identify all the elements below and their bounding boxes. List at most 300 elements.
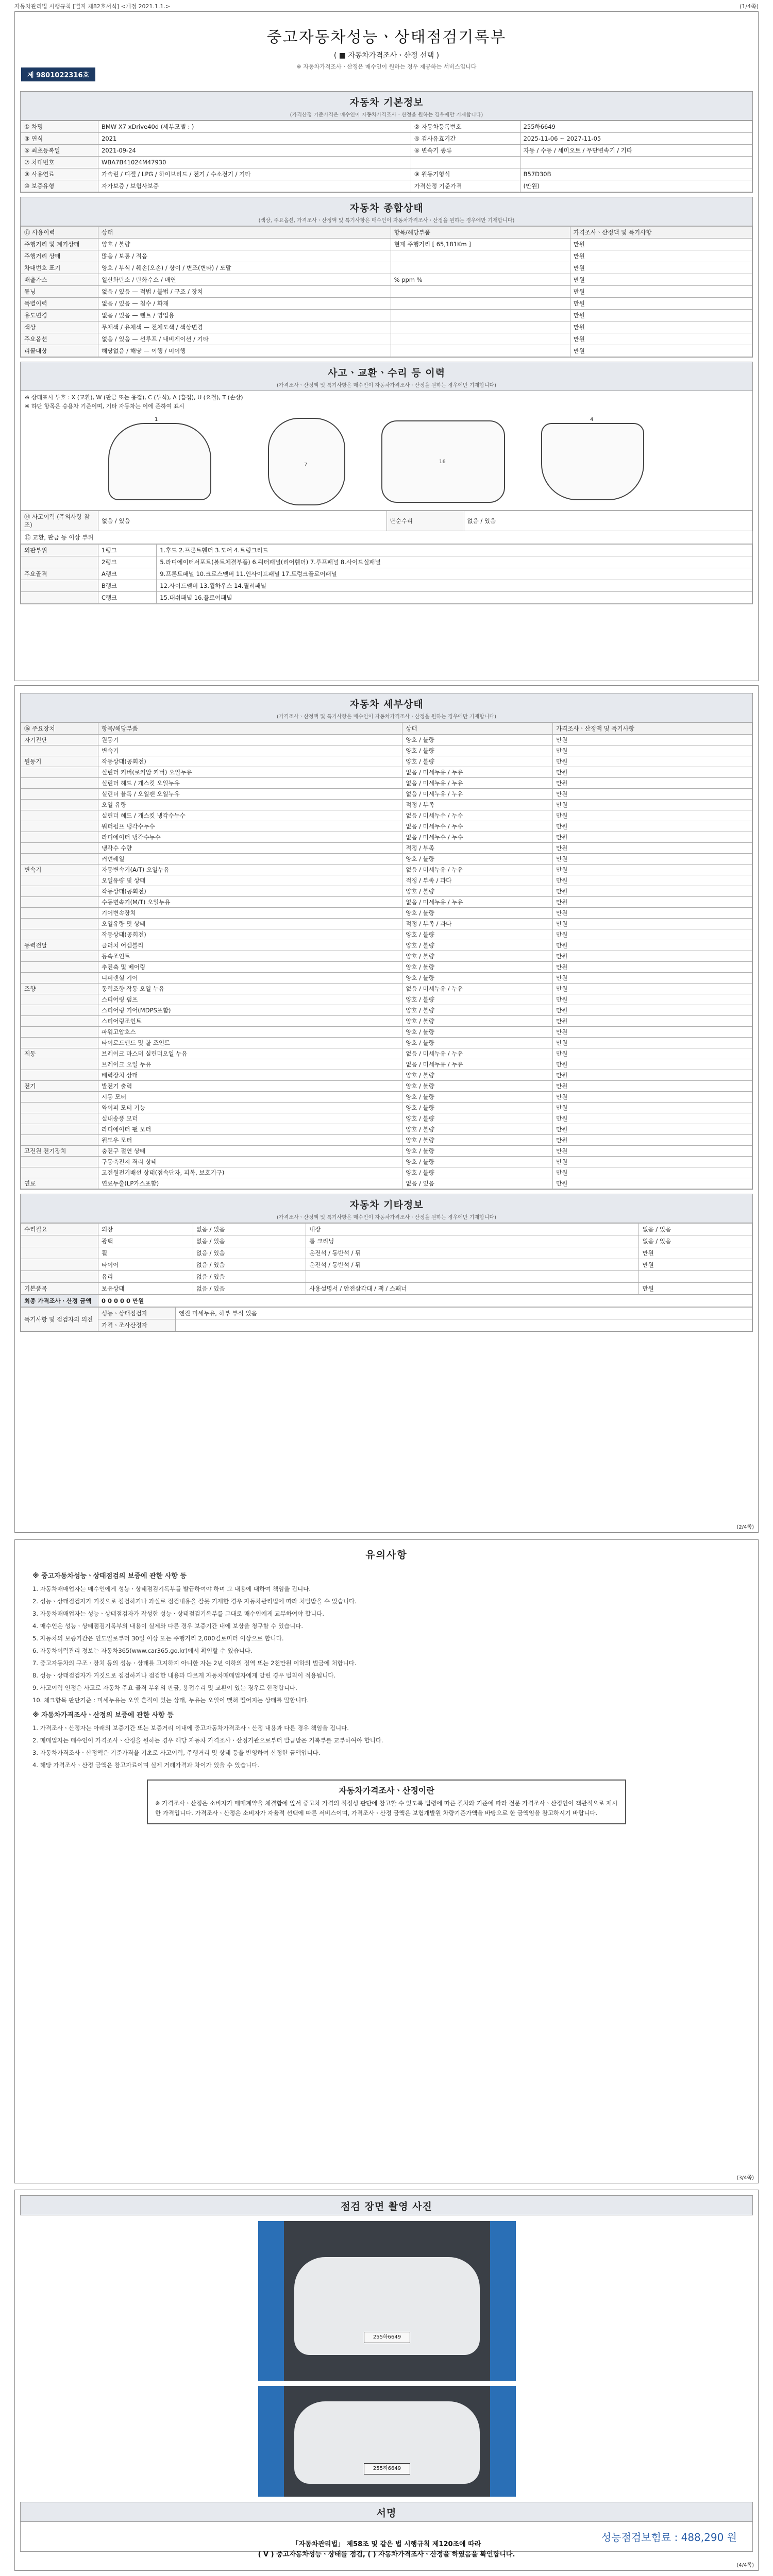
table-cell: 커먼레일 — [98, 854, 402, 865]
table-cell: 외장 — [98, 1224, 193, 1235]
table-row — [21, 1308, 752, 1319]
table-cell: 양호 / 불량 — [98, 239, 391, 250]
table-cell: 만원 — [553, 800, 752, 810]
table-cell: 특별이력 — [21, 298, 98, 310]
table-row — [21, 168, 752, 180]
table-row — [21, 1048, 752, 1059]
table-cell — [391, 286, 570, 298]
table-cell — [391, 250, 570, 262]
front-photo — [258, 2221, 516, 2381]
car-rear-view — [541, 423, 644, 500]
table-cell: WBA7B41024M47930 — [98, 157, 411, 168]
table-row — [21, 1070, 752, 1081]
table-cell: 운전석 / 동반석 / 뒤 — [306, 1259, 639, 1271]
table-cell: ⑥ 변속기 종류 — [411, 145, 520, 157]
table-cell: 만원 — [553, 1059, 752, 1070]
column-header: 상태 — [98, 227, 391, 239]
column-header: 항목/해당부품 — [98, 723, 402, 735]
price-info-box — [147, 1780, 626, 1824]
table-cell: A랭크 — [98, 568, 157, 580]
detail-title: 자동차 세부상태 — [349, 699, 424, 710]
table-cell — [391, 310, 570, 321]
table-cell: 양호 / 불량 — [402, 1070, 553, 1081]
table-cell: 주요옵션 — [21, 333, 98, 345]
table-row — [21, 1319, 752, 1331]
detail-table — [21, 722, 752, 1189]
table-cell: 자기진단 — [21, 735, 98, 745]
table-cell: B랭크 — [98, 580, 157, 592]
table-cell: 워터펌프 냉각수누수 — [98, 821, 402, 832]
table-row — [21, 940, 752, 951]
table-cell: 오일유량 및 상태 — [98, 919, 402, 929]
note-item: 9. 사고이력 인정은 사고로 자동차 주요 골격 부위의 판금, 용접수리 및 교환이 있는 경우로 한정합니다. — [32, 1684, 297, 1691]
table-row — [21, 250, 752, 262]
table-cell: 특기사항 및 점검자의 의견 — [21, 1308, 98, 1331]
table-cell: 냉각수 수량 — [98, 843, 402, 854]
table-cell: 없음 / 있음 — [193, 1283, 306, 1295]
table-cell: 원동기 — [98, 735, 402, 745]
table-row — [21, 778, 752, 789]
table-cell — [21, 1016, 98, 1027]
table-cell: 고전원전기배선 상태(접속단자, 피복, 보호기구) — [98, 1167, 402, 1178]
panel-number: 4 — [590, 417, 594, 422]
table-row — [21, 1235, 752, 1247]
table-row — [21, 1157, 752, 1167]
table-cell: 가격ㆍ조사산정자 — [98, 1319, 176, 1331]
table-cell: 15.대쉬패널 16.플로어패널 — [157, 592, 752, 604]
table-cell: 양호 / 불량 — [402, 735, 553, 745]
table-row — [21, 789, 752, 800]
table-row — [21, 568, 752, 580]
table-cell: 만원 — [553, 821, 752, 832]
table-cell: 양호 / 불량 — [402, 994, 553, 1005]
table-row — [21, 580, 752, 592]
table-cell: 만원 — [553, 854, 752, 865]
table-cell: 자동 / 수동 / 세미오토 / 무단변속기 / 기타 — [520, 145, 752, 157]
table-row — [21, 984, 752, 994]
table-cell: 실린더 블록 / 오일팬 오일누유 — [98, 789, 402, 800]
table-cell: 만원 — [570, 345, 752, 357]
table-cell: 12.사이드멤버 13.휠하우스 14.필러패널 — [157, 580, 752, 592]
rear-plate: 255하6649 — [364, 2463, 410, 2475]
table-row — [21, 1146, 752, 1157]
table-cell: 양호 / 불량 — [402, 929, 553, 940]
note-item: 8. 성능ㆍ상태점검자가 거짓으로 점검하거나 점검한 내용과 다르게 자동차매매업자에게 알린 경우 벌칙이 적용됩니다. — [32, 1672, 336, 1679]
table-cell: 만원 — [570, 286, 752, 298]
table-cell — [391, 333, 570, 345]
table-cell: 자동변속기(A/T) 오일누유 — [98, 865, 402, 875]
table-cell: 없음 / 있음 — 렌트 / 영업용 — [98, 310, 391, 321]
table-row — [21, 1271, 752, 1283]
table-cell: 없음 / 있음 — 선루프 / 내비게이션 / 기타 — [98, 333, 391, 345]
table-row — [21, 865, 752, 875]
table-cell: 배출가스 — [21, 274, 98, 286]
column-header: 항목/해당부품 — [391, 227, 570, 239]
table-cell: 만원 — [553, 1135, 752, 1146]
table-cell: 없음 / 있음 — [193, 1259, 306, 1271]
table-cell — [391, 298, 570, 310]
table-cell: 양호 / 불량 — [402, 1005, 553, 1016]
table-cell: 내장 — [306, 1224, 639, 1235]
table-cell: 튜닝 — [21, 286, 98, 298]
table-cell — [21, 810, 98, 821]
page-number: (3/4쪽) — [736, 2175, 754, 2181]
table-cell — [21, 789, 98, 800]
table-row — [21, 1027, 752, 1038]
table-cell: 타이어 — [98, 1259, 193, 1271]
final-label: 최종 가격조사ㆍ산정 금액 — [21, 1295, 98, 1307]
table-row — [21, 1283, 752, 1295]
table-row — [21, 262, 752, 274]
table-cell: 클러치 어셈블리 — [98, 940, 402, 951]
table-cell: 1랭크 — [98, 545, 157, 556]
table-cell — [176, 1319, 752, 1331]
table-cell — [391, 345, 570, 357]
table-cell: 만원 — [639, 1247, 752, 1259]
table-cell: 만원 — [553, 745, 752, 756]
table-cell: 만원 — [553, 778, 752, 789]
table-cell: ⑭ 사고이력 (주의사항 참조) — [21, 511, 98, 531]
table-row — [21, 843, 752, 854]
document-subtitle: ( ■ 자동차가격조사ㆍ산정 선택 ) — [333, 52, 440, 60]
table-cell: 적정 / 부족 / 과다 — [402, 875, 553, 886]
rear-photo — [258, 2386, 516, 2497]
rank-table — [21, 544, 752, 604]
overall-status-title: 자동차 종합상태 — [349, 202, 424, 214]
table-cell: ① 차명 — [21, 121, 98, 133]
table-cell — [21, 929, 98, 940]
table-cell — [21, 1070, 98, 1081]
table-cell: ⑤ 최초등록일 — [21, 145, 98, 157]
table-row — [21, 832, 752, 843]
table-cell: 만원 — [553, 1178, 752, 1189]
table-cell: 없음 / 미세누수 / 누수 — [402, 832, 553, 843]
table-row — [21, 929, 752, 940]
table-cell — [21, 821, 98, 832]
table-cell: 충전구 절연 상태 — [98, 1146, 402, 1157]
table-cell: 만원 — [570, 321, 752, 333]
table-cell: 실린더 헤드 / 개스킷 오일누유 — [98, 778, 402, 789]
table-cell: 없음 / 미세누유 / 누유 — [402, 897, 553, 908]
table-cell — [21, 556, 98, 568]
note-item: 4. 해당 가격조사ㆍ산정 금액은 참고자료이며 실제 거래가격과 차이가 있을 수 있습니다. — [32, 1761, 259, 1769]
basic-info-title: 자동차 기본정보 — [349, 97, 424, 108]
notes-title: 유의사항 — [365, 1549, 408, 1561]
table-cell: 양호 / 불량 — [402, 1081, 553, 1092]
table-cell: 만원 — [553, 756, 752, 767]
photos-title: 점검 장면 촬영 사진 — [341, 2201, 432, 2212]
note-item: 3. 자동차매매업자는 성능ㆍ상태점검자가 작성한 성능ㆍ상태점검기록부를 그대로 매수인에게 교부하여야 합니다. — [32, 1610, 324, 1617]
table-row — [21, 556, 752, 568]
table-cell: 작동상태(공회전) — [98, 929, 402, 940]
table-cell: 양호 / 불량 — [402, 940, 553, 951]
form-reference: 자동차관리법 시행규칙 [별지 제82호서식] <개정 2021.1.1.> — [14, 3, 171, 10]
table-cell: 외판부위 — [21, 545, 98, 556]
table-row — [21, 1224, 752, 1235]
notes-heading-1: ※ 중고자동차성능ㆍ상태점검의 보증에 관한 사항 등 — [32, 1572, 187, 1580]
accident-title: 사고ㆍ교환ㆍ수리 등 이력 — [327, 367, 446, 379]
table-cell: 만원 — [553, 908, 752, 919]
table-cell — [21, 1038, 98, 1048]
table-cell — [411, 157, 520, 168]
table-row — [21, 180, 752, 192]
table-cell: 만원 — [553, 929, 752, 940]
notes-body — [15, 1571, 758, 1770]
table-row — [21, 973, 752, 984]
table-cell: 실린더 커버(로커암 커버) 오일누유 — [98, 767, 402, 778]
table-cell: 많음 / 보통 / 적음 — [98, 250, 391, 262]
table-row — [21, 897, 752, 908]
table-cell: 양호 / 불량 — [402, 886, 553, 897]
table-cell: ③ 연식 — [21, 133, 98, 145]
table-cell: 만원 — [570, 239, 752, 250]
table-cell: 만원 — [553, 767, 752, 778]
table-cell: ⑩ 보증유형 — [21, 180, 98, 192]
note-item: 1. 자동차매매업자는 매수인에게 성능ㆍ상태점검기록부를 발급하여야 하며 그 내용에 대하여 책임을 집니다. — [32, 1585, 311, 1592]
panel-number: 1 — [155, 417, 158, 422]
table-cell: 발전기 출력 — [98, 1081, 402, 1092]
table-row — [21, 962, 752, 973]
table-cell: 휠 — [98, 1247, 193, 1259]
table-cell: 양호 / 불량 — [402, 854, 553, 865]
table-cell: 기본품목 — [21, 1283, 98, 1295]
table-cell: 만원 — [553, 994, 752, 1005]
note-item: 1. 가격조사ㆍ산정자는 아래의 보증기간 또는 보증거리 이내에 중고자동차가격조사ㆍ산정 내용과 다른 경우 책임을 집니다. — [32, 1724, 349, 1732]
table-cell: 브레이크 오일 누유 — [98, 1059, 402, 1070]
table-cell — [21, 1027, 98, 1038]
table-cell: 양호 / 불량 — [402, 962, 553, 973]
table-cell — [21, 1235, 98, 1247]
table-cell: 만원 — [553, 1070, 752, 1081]
table-cell: 만원 — [553, 1038, 752, 1048]
table-cell — [21, 886, 98, 897]
table-row — [21, 1247, 752, 1259]
table-cell: 2021 — [98, 133, 411, 145]
confirmation-text: 「자동차관리법」 제58조 및 같은 법 시행규칙 제120조에 따라 ( V ) 중고자동차성능ㆍ상태를 점검, ( ) 자동차가격조사ㆍ산정을 하였음을 확인합니다. — [258, 2540, 515, 2558]
table-cell: ② 자동차등록번호 — [411, 121, 520, 133]
table-cell — [21, 1124, 98, 1135]
table-row — [21, 274, 752, 286]
table-cell — [21, 1103, 98, 1113]
table-cell: 없음 / 있음 — 침수 / 화재 — [98, 298, 391, 310]
table-cell: 만원 — [553, 1157, 752, 1167]
table-row — [21, 908, 752, 919]
table-cell: 적정 / 부족 — [402, 843, 553, 854]
table-cell: 만원 — [553, 973, 752, 984]
note-item: 3. 자동차가격조사ㆍ산정액은 기준가격을 기초로 사고이력, 주행거리 및 상태 등을 반영하여 산정한 금액입니다. — [32, 1749, 321, 1756]
table-cell: 만원 — [553, 1005, 752, 1016]
table-cell: 수동변속기(M/T) 오일누유 — [98, 897, 402, 908]
table-cell: 자가보증 / 보험사보증 — [98, 180, 411, 192]
table-cell: ④ 검사유효기간 — [411, 133, 520, 145]
table-cell: 변속기 — [98, 745, 402, 756]
table-cell: 양호 / 불량 — [402, 1146, 553, 1157]
table-cell: 파워고압호스 — [98, 1027, 402, 1038]
table-cell: 만원 — [553, 865, 752, 875]
table-cell: 스티어링조인트 — [98, 1016, 402, 1027]
table-cell: 양호 / 불량 — [402, 951, 553, 962]
table-row — [21, 810, 752, 821]
page-4 — [14, 2190, 759, 2571]
table-cell: 없음 / 있음 — [464, 511, 752, 531]
column-header: 가격조사ㆍ산정액 및 특기사항 — [570, 227, 752, 239]
table-cell — [21, 767, 98, 778]
table-cell — [21, 800, 98, 810]
table-row — [21, 756, 752, 767]
table-cell: 주요골격 — [21, 568, 98, 580]
table-cell: 변속기 — [21, 865, 98, 875]
table-cell: 일산화탄소 / 탄화수소 / 매연 — [98, 274, 391, 286]
table-cell: 255하6649 — [520, 121, 752, 133]
table-cell: 단순수리 — [386, 511, 464, 531]
table-cell — [21, 580, 98, 592]
table-cell: 만원 — [570, 298, 752, 310]
table-cell — [21, 962, 98, 973]
table-cell: 적정 / 부족 / 과다 — [402, 919, 553, 929]
table-row — [21, 919, 752, 929]
table-cell: 2랭크 — [98, 556, 157, 568]
table-cell: C랭크 — [98, 592, 157, 604]
table-cell: 1.후드 2.프론트휀더 3.도어 4.트렁크리드 — [157, 545, 752, 556]
table-cell: 가솔린 / 디젤 / LPG / 하이브리드 / 전기 / 수소전기 / 기타 — [98, 168, 411, 180]
table-cell: 만원 — [553, 1027, 752, 1038]
table-cell: 연료 — [21, 1178, 98, 1189]
table-cell — [520, 157, 752, 168]
table-row — [21, 1081, 752, 1092]
table-cell: 만원 — [639, 1283, 752, 1295]
overall-status-table — [21, 226, 752, 357]
table-cell: 만원 — [553, 1081, 752, 1092]
table-cell: % ppm % — [391, 274, 570, 286]
table-cell: 라디에이터 팬 모터 — [98, 1124, 402, 1135]
table-cell: 없음 / 있음 — [193, 1224, 306, 1235]
table-cell: 주행거리 상태 — [21, 250, 98, 262]
table-cell: 수리필요 — [21, 1224, 98, 1235]
table-cell: 없음 / 미세누유 / 누유 — [402, 865, 553, 875]
table-cell: 양호 / 불량 — [402, 908, 553, 919]
table-cell: 없음 / 미세누유 / 누유 — [402, 778, 553, 789]
table-cell — [21, 854, 98, 865]
table-cell — [21, 875, 98, 886]
table-cell: 양호 / 불량 — [402, 745, 553, 756]
table-cell: 현재 주행거리 [ 65,181Km ] — [391, 239, 570, 250]
table-cell: 타이로드엔드 및 볼 조인트 — [98, 1038, 402, 1048]
price-info-title: 자동차가격조사ㆍ산정이란 — [339, 1786, 434, 1795]
table-cell: 차대번호 표기 — [21, 262, 98, 274]
table-row — [21, 854, 752, 865]
column-header: ⑪ 사용이력 — [21, 227, 98, 239]
note-item: 5. 자동차의 보증기간은 인도일로부터 30일 이상 또는 주행거리 2,000킬로미터 이상으로 합니다. — [32, 1635, 284, 1642]
table-cell: 만원 — [553, 1048, 752, 1059]
table-cell: 만원 — [570, 250, 752, 262]
table-cell: 추진축 및 베어링 — [98, 962, 402, 973]
page-3 — [14, 1539, 759, 2183]
table-cell: 색상 — [21, 321, 98, 333]
table-row — [21, 286, 752, 298]
table-cell: 2025-11-06 ~ 2027-11-05 — [520, 133, 752, 145]
table-cell: 양호 / 불량 — [402, 1135, 553, 1146]
table-cell: 만원 — [553, 1167, 752, 1178]
table-row — [21, 994, 752, 1005]
table-cell: 보유상태 — [98, 1283, 193, 1295]
table-cell: 없음 / 미세누수 / 누수 — [402, 821, 553, 832]
table-cell: 만원 — [570, 333, 752, 345]
table-cell: 양호 / 불량 — [402, 1157, 553, 1167]
table-cell: B57D30B — [520, 168, 752, 180]
note-item: 2. 성능ㆍ상태점검자가 거짓으로 점검하거나 과실로 점검내용을 잘못 기재한 경우 자동차관리법에 따라 처벌받을 수 있습니다. — [32, 1598, 357, 1605]
table-row — [21, 145, 752, 157]
page-count: (1/4쪽) — [740, 3, 759, 10]
accident-section: 사고ㆍ교환ㆍ수리 등 이력 (가격조사ㆍ산정액 및 특기사항은 매수인이 자동차가격조사ㆍ산정을 원하는 경우에만 기재합니다) ※ 상태표시 부호 : X (교환), W (판금 또는 용접), C (부식), A (흠집), U (요철), T (손상) ※ 하단 항목은 승용차 기준이며, 기타 자동차는 이에 준하여 표시 1 7 16 4 ⑭ 사고이력 (주의사항 참조) 없음 / 있음 단순수리 없음 / 있음 ⑮ 교환, 판금 등 이상 부위 외판부위 1랭크 1.후드 2.프론트휀더 3.도어 4.트렁크리드 2랭크 5.라디에이터서포트(볼트체결부품) 6.쿼터패널(리어휀더) 7.루프패널 8.사이드실패널 주요골격 A랭크 9.프론트패널 10.크로스멤버 11.인사이드패널 17.트렁크플로어패널 B랭크 12.사이드멤버 13.휠하우스 14.필러패널 C랭크 15.대쉬패널 16.플로어패널 — [20, 362, 753, 604]
table-cell: 작동상태(공회전) — [98, 756, 402, 767]
table-cell: 구동축전지 격리 상태 — [98, 1157, 402, 1167]
table-cell: 만원 — [553, 789, 752, 800]
table-cell — [639, 1271, 752, 1283]
table-row — [21, 121, 752, 133]
table-cell: 없음 / 있음 — 적법 / 불법 / 구조 / 장치 — [98, 286, 391, 298]
table-cell: 만원 — [553, 984, 752, 994]
table-cell: 제동 — [21, 1048, 98, 1059]
table-cell: ⑧ 사용연료 — [21, 168, 98, 180]
table-cell — [21, 994, 98, 1005]
table-cell: 만원 — [553, 735, 752, 745]
table-cell: 운전석 / 동반석 / 뒤 — [306, 1247, 639, 1259]
table-cell: 만원 — [570, 274, 752, 286]
table-cell: 배력장치 상태 — [98, 1070, 402, 1081]
table-row — [21, 1124, 752, 1135]
page-1 — [14, 11, 759, 681]
note-item: 6. 자동차이력관리 정보는 자동차365(www.car365.go.kr)에서 확인할 수 있습니다. — [32, 1647, 253, 1654]
car-front-view — [108, 423, 211, 500]
table-row — [21, 951, 752, 962]
table-cell — [391, 262, 570, 274]
overall-status-section: 자동차 종합상태 (색상, 주요옵션, 가격조사ㆍ산정액 및 특기사항은 매수인이 자동차가격조사ㆍ산정을 원하는 경우에만 기재합니다) ⑪ 사용이력 상태 항목/해당부품 가격조사ㆍ산정액 및 특기사항 주행거리 및 계기상태 양호 / 불량 현재 주행거리 [ 65,181Km ] 만원 주행거리 상태 많음 / 보통 / 적음 만원 차대번호 표기 양호 / 부식 / 훼손(오손) / 상이 / 변조(변타) / 도말 만원 배출가스 일산화탄소 / 탄화수소 / 매연 % ppm % 만원 튜닝 없음 / 있음 — 적법 / 불법 / 구조 / 장치 만원 특별이력 없음 / 있음 — 침수 / 화재 만원 용도변경 없음 / 있음 — 렌트 / 영업용 만원 색상 무채색 / 유채색 — 전체도색 / 색상변경 만원 주요옵션 없음 / 있음 — 선루프 / 내비게이션 / 기타 만원 리콜대상 해당없음 / 해당 — 이행 / 미이행 만원 — [20, 197, 753, 358]
table-cell: 전기 — [21, 1081, 98, 1092]
final-table — [21, 1295, 752, 1307]
table-cell: 없음 / 미세누유 / 누유 — [402, 1059, 553, 1070]
table-cell — [21, 778, 98, 789]
table-cell: 양호 / 불량 — [402, 1167, 553, 1178]
car-top-view — [268, 418, 345, 505]
column-header: 가격조사ㆍ산정액 및 특기사항 — [553, 723, 752, 735]
signature-title: 서명 — [376, 2507, 397, 2519]
table-cell: 사용설명서 / 안전삼각대 / 잭 / 스패너 — [306, 1283, 639, 1295]
table-cell: 양호 / 부식 / 훼손(오손) / 상이 / 변조(변타) / 도말 — [98, 262, 391, 274]
table-cell — [21, 1005, 98, 1016]
table-cell: 광택 — [98, 1235, 193, 1247]
table-cell: 5.라디에이터서포트(볼트체결부품) 6.쿼터패널(리어휀더) 7.루프패널 8.사이드실패널 — [157, 556, 752, 568]
front-plate: 255하6649 — [364, 2332, 410, 2343]
document-note: ※ 자동차가격조사ㆍ산정은 매수인이 원하는 경우 제공하는 서비스입니다 — [296, 63, 477, 70]
table-row — [21, 875, 752, 886]
table-cell: 만원 — [553, 832, 752, 843]
table-row — [21, 345, 752, 357]
document-title: 중고자동차성능ㆍ상태점검기록부 — [266, 28, 507, 46]
table-row — [21, 735, 752, 745]
column-header: 상태 — [402, 723, 553, 735]
table-row — [21, 239, 752, 250]
table-cell: 리콜대상 — [21, 345, 98, 357]
table-cell: 만원 — [570, 262, 752, 274]
table-cell: 실내송풍 모터 — [98, 1113, 402, 1124]
table-cell — [21, 745, 98, 756]
etc-title: 자동차 기타정보 — [349, 1199, 424, 1211]
table-cell: 실린더 헤드 / 개스킷 냉각수누수 — [98, 810, 402, 821]
table-cell: 없음 / 있음 — [639, 1235, 752, 1247]
table-cell — [21, 919, 98, 929]
table-cell: 브레이크 마스터 실린더오일 누유 — [98, 1048, 402, 1059]
panel-label: ⑮ 교환, 판금 등 이상 부위 — [21, 531, 752, 544]
